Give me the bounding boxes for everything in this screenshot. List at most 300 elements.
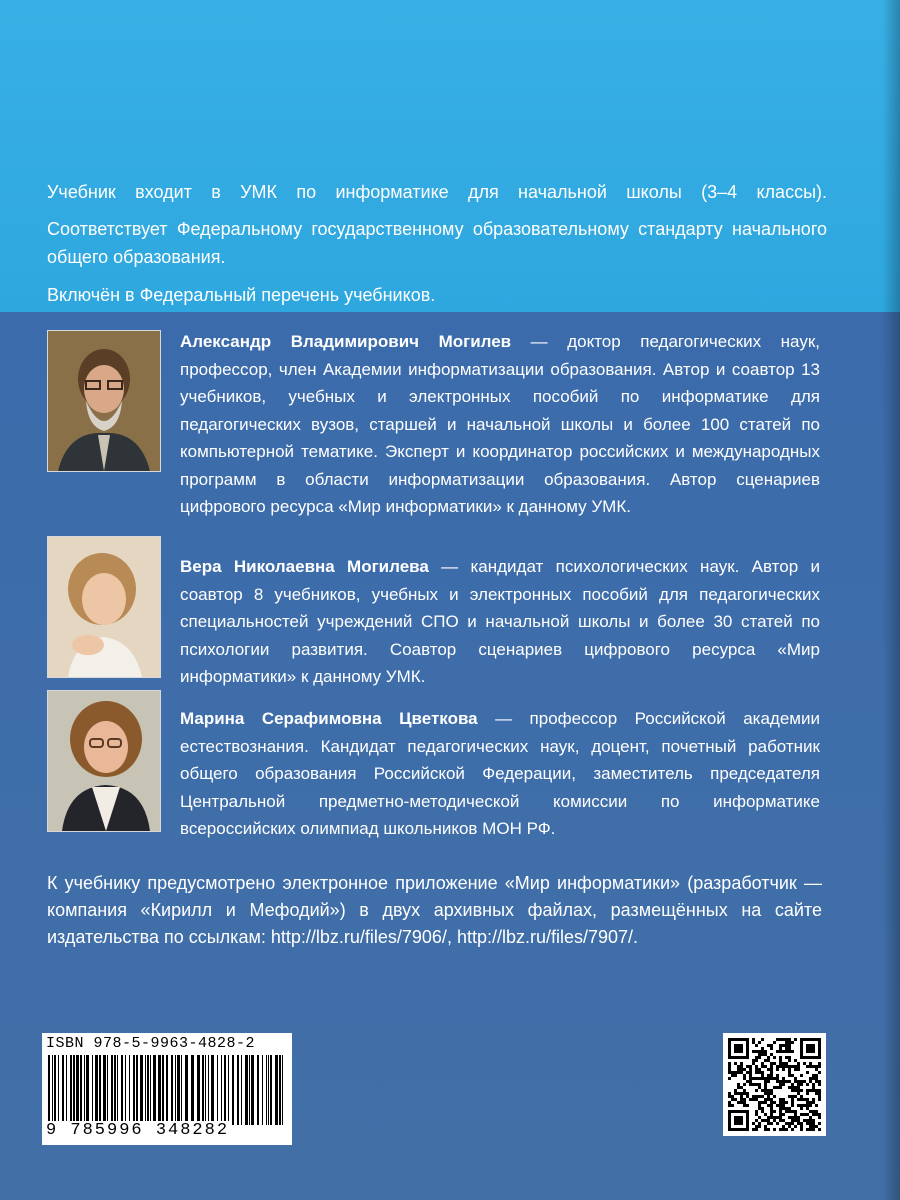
qr-module	[800, 1122, 803, 1125]
qr-module	[782, 1104, 785, 1107]
qr-module	[746, 1047, 749, 1050]
qr-module	[749, 1077, 752, 1080]
qr-module	[791, 1104, 794, 1107]
barcode-bar	[181, 1055, 182, 1125]
qr-module	[728, 1119, 731, 1122]
qr-module	[734, 1092, 737, 1095]
qr-module	[806, 1065, 809, 1068]
qr-module	[803, 1104, 806, 1107]
qr-module	[770, 1062, 773, 1065]
qr-module	[806, 1047, 809, 1050]
qr-module	[764, 1059, 767, 1062]
qr-module	[737, 1122, 740, 1125]
qr-module	[785, 1041, 788, 1044]
qr-module	[782, 1083, 785, 1086]
qr-module	[740, 1071, 743, 1074]
qr-module	[773, 1086, 776, 1089]
qr-module	[770, 1071, 773, 1074]
qr-module	[779, 1038, 782, 1041]
qr-module	[800, 1107, 803, 1110]
qr-module	[746, 1119, 749, 1122]
qr-module	[746, 1065, 749, 1068]
qr-module	[761, 1101, 764, 1104]
qr-module	[788, 1080, 791, 1083]
barcode-bar	[66, 1055, 67, 1125]
qr-module	[818, 1053, 821, 1056]
qr-module	[731, 1074, 734, 1077]
qr-module	[806, 1056, 809, 1059]
qr-module	[758, 1068, 761, 1071]
qr-module	[764, 1125, 767, 1128]
qr-module	[800, 1083, 803, 1086]
qr-module	[755, 1098, 758, 1101]
qr-module	[752, 1038, 755, 1041]
qr-module	[767, 1080, 770, 1083]
qr-module	[743, 1083, 746, 1086]
qr-module	[800, 1053, 803, 1056]
qr-module	[755, 1050, 758, 1053]
barcode-bar	[158, 1055, 161, 1125]
intro-text-1: Учебник входит в УМК по информатике для начальной школы (3–4 классы).	[47, 182, 827, 202]
qr-module	[779, 1086, 782, 1089]
qr-module	[728, 1068, 731, 1071]
qr-module	[743, 1128, 746, 1131]
qr-module	[788, 1068, 791, 1071]
qr-module	[776, 1065, 779, 1068]
electronic-supplement-note	[47, 870, 822, 951]
barcode-bar	[121, 1055, 123, 1125]
qr-module	[743, 1077, 746, 1080]
qr-module	[749, 1068, 752, 1071]
qr-module	[767, 1095, 770, 1098]
qr-module	[779, 1083, 782, 1086]
qr-module	[737, 1065, 740, 1068]
qr-module	[758, 1086, 761, 1089]
barcode-bar	[205, 1055, 206, 1125]
qr-module	[746, 1113, 749, 1116]
qr-module	[809, 1104, 812, 1107]
qr-module	[764, 1119, 767, 1122]
qr-module	[782, 1050, 785, 1053]
qr-module	[752, 1122, 755, 1125]
qr-module	[734, 1089, 737, 1092]
barcode-bar	[251, 1055, 254, 1125]
qr-module	[815, 1110, 818, 1113]
qr-module	[755, 1083, 758, 1086]
author-bio-mogilev	[180, 328, 820, 521]
qr-module	[803, 1080, 806, 1083]
barcode-bar	[224, 1055, 226, 1125]
qr-module	[749, 1065, 752, 1068]
qr-module	[758, 1104, 761, 1107]
qr-module	[776, 1038, 779, 1041]
qr-module	[731, 1104, 734, 1107]
qr-module	[740, 1062, 743, 1065]
barcode-bar	[52, 1055, 53, 1125]
author-bio-paragraph	[180, 553, 820, 691]
qr-module	[815, 1080, 818, 1083]
qr-module	[764, 1113, 767, 1116]
barcode-bar	[275, 1055, 278, 1125]
qr-module	[794, 1080, 797, 1083]
barcode-bar	[125, 1055, 126, 1125]
barcode-bar	[217, 1055, 218, 1125]
qr-module	[728, 1113, 731, 1116]
qr-module	[734, 1122, 737, 1125]
ean-digits: 9 785996 348282	[46, 1121, 230, 1140]
note-text: К учебнику предусмотрено электронное приложение «Мир информатики» (разработчик — компания «Кирилл и Мефодий») в двух архивных файлах, размещённых на сайте издательства по ссылкам: http://lbz.ru/files/7906/, http://lbz.ru/files/7907/.	[47, 873, 822, 947]
qr-module	[755, 1059, 758, 1062]
qr-module	[785, 1050, 788, 1053]
qr-module	[752, 1059, 755, 1062]
qr-module	[812, 1125, 815, 1128]
qr-module	[740, 1086, 743, 1089]
qr-module	[755, 1113, 758, 1116]
barcode-bar	[171, 1055, 173, 1125]
qr-module	[800, 1056, 803, 1059]
qr-module	[740, 1047, 743, 1050]
qr-module	[779, 1098, 782, 1101]
qr-module	[791, 1095, 794, 1098]
qr-module	[806, 1098, 809, 1101]
qr-module	[818, 1122, 821, 1125]
qr-module	[752, 1041, 755, 1044]
qr-module	[809, 1077, 812, 1080]
qr-module	[809, 1047, 812, 1050]
barcode-bar	[80, 1055, 82, 1125]
qr-module	[791, 1101, 794, 1104]
qr-module	[806, 1128, 809, 1131]
qr-module	[800, 1104, 803, 1107]
qr-module	[779, 1110, 782, 1113]
barcode-bar	[262, 1055, 263, 1125]
qr-module	[794, 1086, 797, 1089]
qr-module	[728, 1071, 731, 1074]
qr-module	[746, 1080, 749, 1083]
qr-module	[818, 1038, 821, 1041]
qr-module	[806, 1089, 809, 1092]
qr-module	[758, 1101, 761, 1104]
qr-module	[788, 1095, 791, 1098]
qr-module	[740, 1068, 743, 1071]
qr-module	[749, 1071, 752, 1074]
qr-module	[749, 1098, 752, 1101]
barcode-bar	[202, 1055, 204, 1125]
qr-module	[770, 1110, 773, 1113]
qr-module	[773, 1041, 776, 1044]
qr-module	[815, 1074, 818, 1077]
qr-module	[800, 1044, 803, 1047]
qr-module	[761, 1077, 764, 1080]
qr-module	[818, 1092, 821, 1095]
qr-module	[746, 1056, 749, 1059]
barcode-bar	[117, 1055, 118, 1125]
qr-module	[752, 1050, 755, 1053]
qr-module	[764, 1092, 767, 1095]
qr-module	[740, 1044, 743, 1047]
qr-module	[809, 1038, 812, 1041]
qr-module	[761, 1065, 764, 1068]
qr-module	[812, 1122, 815, 1125]
author-bio-mogileva	[180, 553, 820, 691]
qr-module	[767, 1098, 770, 1101]
qr-module	[779, 1056, 782, 1059]
barcode-bar	[70, 1055, 72, 1125]
qr-module	[779, 1101, 782, 1104]
qr-module	[788, 1116, 791, 1119]
qr-module	[743, 1104, 746, 1107]
qr-module	[791, 1098, 794, 1101]
qr-module	[788, 1071, 791, 1074]
qr-module	[743, 1092, 746, 1095]
qr-module	[770, 1074, 773, 1077]
qr-module	[752, 1095, 755, 1098]
qr-module	[734, 1128, 737, 1131]
qr-module	[803, 1056, 806, 1059]
qr-module	[728, 1062, 731, 1065]
qr-module	[788, 1122, 791, 1125]
qr-module	[788, 1050, 791, 1053]
qr-module	[809, 1044, 812, 1047]
qr-module	[755, 1071, 758, 1074]
qr-module	[809, 1050, 812, 1053]
author-photo-mogilev	[47, 330, 161, 472]
qr-module	[800, 1080, 803, 1083]
qr-module	[764, 1086, 767, 1089]
qr-module	[737, 1092, 740, 1095]
qr-module	[806, 1071, 809, 1074]
qr-module	[782, 1038, 785, 1041]
barcode-bar	[228, 1055, 229, 1125]
portrait-woman-icon	[48, 537, 160, 677]
barcode-bar	[268, 1055, 269, 1125]
qr-module	[800, 1038, 803, 1041]
qr-module	[731, 1110, 734, 1113]
qr-module	[728, 1056, 731, 1059]
qr-module	[770, 1092, 773, 1095]
qr-module	[737, 1083, 740, 1086]
qr-module	[791, 1074, 794, 1077]
qr-module	[785, 1107, 788, 1110]
qr-module	[770, 1065, 773, 1068]
qr-module	[767, 1116, 770, 1119]
qr-module	[740, 1128, 743, 1131]
qr-module	[740, 1101, 743, 1104]
qr-module	[764, 1080, 767, 1083]
qr-module	[734, 1119, 737, 1122]
qr-module	[794, 1068, 797, 1071]
qr-module	[746, 1116, 749, 1119]
author-photo-mogileva	[47, 536, 161, 678]
qr-module	[728, 1050, 731, 1053]
qr-module	[779, 1059, 782, 1062]
qr-module	[800, 1113, 803, 1116]
qr-module	[794, 1077, 797, 1080]
qr-module	[806, 1044, 809, 1047]
intro-text-3: Включён в Федеральный перечень учебников.	[47, 285, 436, 305]
qr-module	[812, 1086, 815, 1089]
qr-module	[737, 1116, 740, 1119]
barcode-bar	[147, 1055, 149, 1125]
qr-module	[737, 1056, 740, 1059]
qr-module	[758, 1056, 761, 1059]
qr-module	[791, 1086, 794, 1089]
qr-module	[728, 1104, 731, 1107]
qr-module	[731, 1098, 734, 1101]
qr-module	[767, 1089, 770, 1092]
qr-module	[737, 1050, 740, 1053]
barcode-bar	[208, 1055, 209, 1125]
qr-module	[782, 1125, 785, 1128]
isbn-barcode-block	[42, 1033, 292, 1145]
qr-module	[788, 1065, 791, 1068]
isbn-number: ISBN 978-5-9963-4828-2	[46, 1035, 256, 1052]
qr-module	[776, 1116, 779, 1119]
qr-module	[779, 1050, 782, 1053]
qr-module	[800, 1098, 803, 1101]
qr-module	[746, 1044, 749, 1047]
qr-module	[785, 1065, 788, 1068]
qr-module	[743, 1101, 746, 1104]
barcode-bar	[140, 1055, 143, 1125]
qr-module	[815, 1089, 818, 1092]
qr-module	[743, 1056, 746, 1059]
qr-module	[782, 1101, 785, 1104]
qr-module	[734, 1116, 737, 1119]
qr-module	[764, 1065, 767, 1068]
barcode-bar	[76, 1055, 79, 1125]
qr-module	[761, 1119, 764, 1122]
qr-module	[797, 1104, 800, 1107]
qr-module	[800, 1128, 803, 1131]
qr-module	[815, 1068, 818, 1071]
qr-module	[791, 1122, 794, 1125]
barcode-bar	[197, 1055, 200, 1125]
qr-module	[818, 1080, 821, 1083]
qr-module	[758, 1041, 761, 1044]
qr-module	[728, 1041, 731, 1044]
qr-module	[782, 1077, 785, 1080]
qr-module	[755, 1125, 758, 1128]
qr-module	[740, 1065, 743, 1068]
qr-module	[770, 1053, 773, 1056]
barcode-bar	[99, 1055, 101, 1125]
barcode-bar	[73, 1055, 75, 1125]
qr-module	[755, 1065, 758, 1068]
author-bio-text: — кандидат психологических наук. Автор и соавтор 8 учебников, учебных и электронных пособий для педагогических специальностей учреждений СПО и начальной школы и более 30 статей по психологии развития. Соавтор сценариев цифрового ресурса «Мир информатики» к данному УМК.	[180, 557, 820, 686]
qr-module	[806, 1101, 809, 1104]
qr-module	[746, 1128, 749, 1131]
qr-module	[773, 1077, 776, 1080]
qr-module	[770, 1047, 773, 1050]
qr-module	[785, 1110, 788, 1113]
qr-module	[788, 1059, 791, 1062]
qr-module	[761, 1038, 764, 1041]
qr-module	[755, 1128, 758, 1131]
portrait-man-icon	[48, 331, 160, 471]
qr-module	[728, 1101, 731, 1104]
qr-module	[764, 1098, 767, 1101]
qr-module	[773, 1062, 776, 1065]
qr-module	[809, 1128, 812, 1131]
qr-module	[734, 1044, 737, 1047]
qr-module	[806, 1104, 809, 1107]
barcode-bar	[136, 1055, 138, 1125]
qr-module	[776, 1074, 779, 1077]
qr-module	[818, 1113, 821, 1116]
qr-module	[746, 1122, 749, 1125]
qr-module	[779, 1062, 782, 1065]
qr-module	[779, 1113, 782, 1116]
qr-module	[743, 1089, 746, 1092]
qr-module	[746, 1092, 749, 1095]
qr-module	[758, 1071, 761, 1074]
barcode-bar	[162, 1055, 164, 1125]
qr-module	[803, 1038, 806, 1041]
qr-module	[782, 1068, 785, 1071]
qr-module	[800, 1095, 803, 1098]
qr-module	[785, 1080, 788, 1083]
qr-module	[791, 1083, 794, 1086]
qr-module	[776, 1104, 779, 1107]
qr-module	[815, 1113, 818, 1116]
qr-module	[803, 1119, 806, 1122]
barcode-bar	[177, 1055, 180, 1125]
qr-module	[758, 1083, 761, 1086]
qr-module	[812, 1038, 815, 1041]
barcode-bar	[62, 1055, 64, 1125]
qr-module	[773, 1095, 776, 1098]
qr-module	[791, 1116, 794, 1119]
qr-module	[779, 1047, 782, 1050]
qr-module	[794, 1065, 797, 1068]
qr-module	[809, 1062, 812, 1065]
qr-module	[791, 1089, 794, 1092]
barcode-bar	[84, 1055, 85, 1125]
qr-module	[809, 1122, 812, 1125]
qr-module	[779, 1119, 782, 1122]
qr-module	[785, 1047, 788, 1050]
qr-module	[782, 1119, 785, 1122]
qr-module	[743, 1038, 746, 1041]
qr-module	[809, 1080, 812, 1083]
qr-module	[797, 1065, 800, 1068]
qr-module	[803, 1062, 806, 1065]
qr-module	[770, 1089, 773, 1092]
qr-module	[734, 1050, 737, 1053]
qr-module	[773, 1116, 776, 1119]
qr-module	[818, 1083, 821, 1086]
qr-module	[779, 1128, 782, 1131]
qr-module	[746, 1104, 749, 1107]
qr-module	[776, 1077, 779, 1080]
qr-module	[803, 1098, 806, 1101]
author-bio-paragraph	[180, 328, 820, 521]
barcode-bar	[266, 1055, 267, 1125]
qr-module	[740, 1095, 743, 1098]
qr-module	[728, 1053, 731, 1056]
qr-module	[809, 1125, 812, 1128]
qr-module	[761, 1047, 764, 1050]
barcode-bar	[211, 1055, 214, 1125]
qr-module	[737, 1068, 740, 1071]
qr-module	[797, 1122, 800, 1125]
author-name: Марина Серафимовна Цветкова	[180, 709, 478, 728]
barcode-bar	[257, 1055, 259, 1125]
qr-module	[794, 1095, 797, 1098]
qr-module	[818, 1128, 821, 1131]
author-photo-tsvetkova	[47, 690, 161, 832]
